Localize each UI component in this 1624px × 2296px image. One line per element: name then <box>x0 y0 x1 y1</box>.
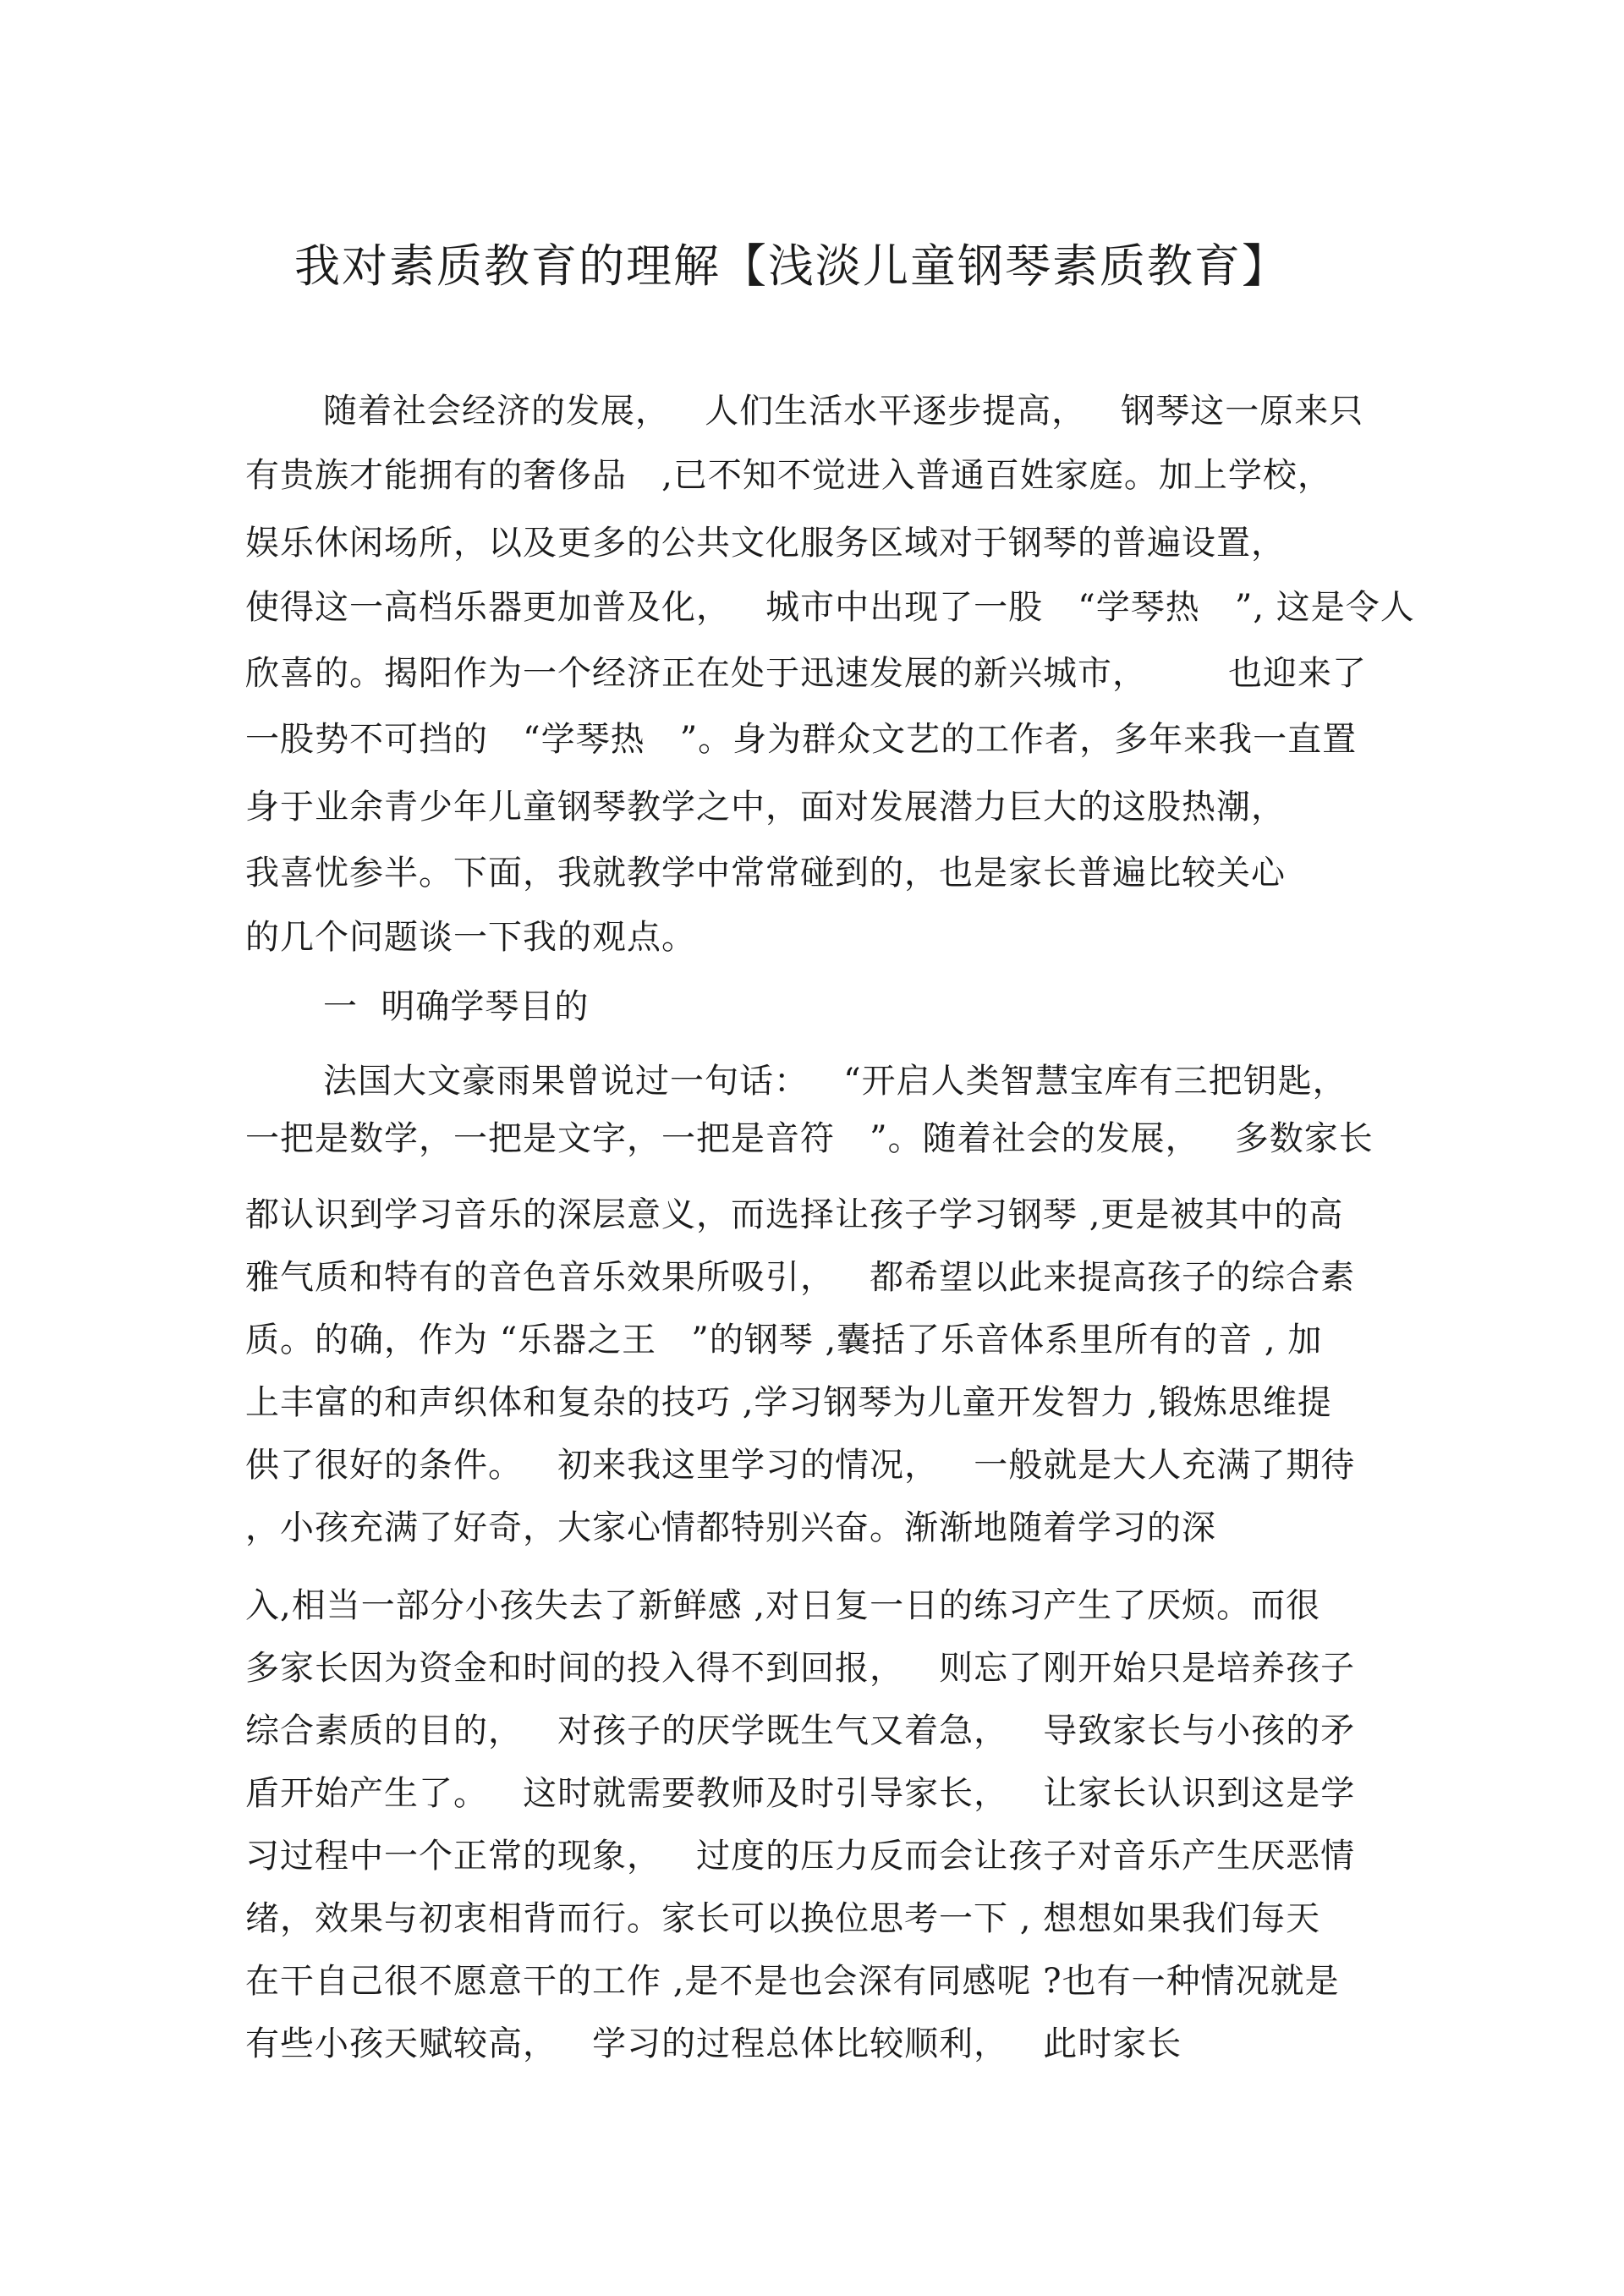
paragraph-line: 使得这一高档乐器更加普及化， 城市中出现了一股 “学琴热 ”, 这是令人 <box>245 588 1415 627</box>
paragraph-line: 习过程中一个正常的现象， 过度的压力反而会让孩子对音乐产生厌恶情 <box>245 1837 1356 1876</box>
paragraph-line: 我喜忧参半。下面，我就教学中常常碰到的，也是家长普遍比较关心 <box>245 854 1286 893</box>
paragraph-line: 娱乐休闲场所，以及更多的公共文化服务区域对于钢琴的普遍设置， <box>245 524 1286 563</box>
paragraph-line: 盾开始产生了。 这时就需要教师及时引导家长， 让家长认识到这是学 <box>245 1774 1356 1813</box>
paragraph-line: 有些小孩天赋较高， 学习的过程总体比较顺利， 此时家长 <box>245 2024 1182 2063</box>
paragraph-line: ，小孩充满了好奇，大家心情都特别兴奋。渐渐地随着学习的深 <box>245 1508 1216 1547</box>
paragraph-line: 绪，效果与初衷相背而行。家长可以换位思考一下 , 想想如果我们每天 <box>245 1899 1321 1938</box>
paragraph-line: 在干自己很不愿意干的工作 ,是不是也会深有同感呢 ?也有一种情况就是 <box>245 1962 1340 2001</box>
paragraph-line: 一把是数学，一把是文字，一把是音符 ”。随着社会的发展， 多数家长 <box>245 1119 1374 1158</box>
paragraph-line: 欣喜的。揭阳作为一个经济正在处于迅速发展的新兴城市， 也迎来了 <box>245 654 1368 693</box>
paragraph-line: 质。的确，作为 “乐器之王 ”的钢琴 ,囊括了乐音体系里所有的音 , 加 <box>245 1321 1323 1359</box>
section-heading: 一 明确学琴目的 <box>323 987 590 1026</box>
paragraph-line: 供了很好的条件。 初来我这里学习的情况， 一般就是大人充满了期待 <box>245 1446 1356 1485</box>
paragraph-line: 身于业余青少年儿童钢琴教学之中，面对发展潜力巨大的这股热潮， <box>245 788 1286 827</box>
paragraph-line: 入,相当一部分小孩失去了新鲜感 ,对日复一日的练习产生了厌烦。而很 <box>245 1586 1321 1625</box>
document-title: 我对素质教育的理解【浅淡儿童钢琴素质教育】 <box>294 239 1289 293</box>
paragraph-line: 随着社会经济的发展， 人们生活水平逐步提高， 钢琴这一原来只 <box>323 392 1364 431</box>
paragraph-line: 多家长因为资金和时间的投入得不到回报， 则忘了刚开始只是培养孩子 <box>245 1649 1356 1688</box>
paragraph-line: 综合素质的目的， 对孩子的厌学既生气又着急， 导致家长与小孩的矛 <box>245 1711 1356 1750</box>
paragraph-line: 上丰富的和声织体和复杂的技巧 ,学习钢琴为儿童开发智力 ,锻炼思维提 <box>245 1383 1332 1422</box>
paragraph-line: 一股势不可挡的 “学琴热 ”。身为群众文艺的工作者，多年来我一直置 <box>245 720 1358 759</box>
paragraph-line: 有贵族才能拥有的奢侈品 ,已不知不觉进入普通百姓家庭。加上学校， <box>245 456 1332 495</box>
paragraph-line: 都认识到学习音乐的深层意义，而选择让孩子学习钢琴 ,更是被其中的高 <box>245 1195 1344 1234</box>
paragraph-line: 的几个问题谈一下我的观点。 <box>245 918 696 957</box>
paragraph-line: 雅气质和特有的音色音乐效果所吸引， 都希望以此来提高孩子的综合素 <box>245 1258 1356 1297</box>
paragraph-line: 法国大文豪雨果曾说过一句话： “开启人类智慧宝库有三把钥匙， <box>323 1062 1347 1101</box>
